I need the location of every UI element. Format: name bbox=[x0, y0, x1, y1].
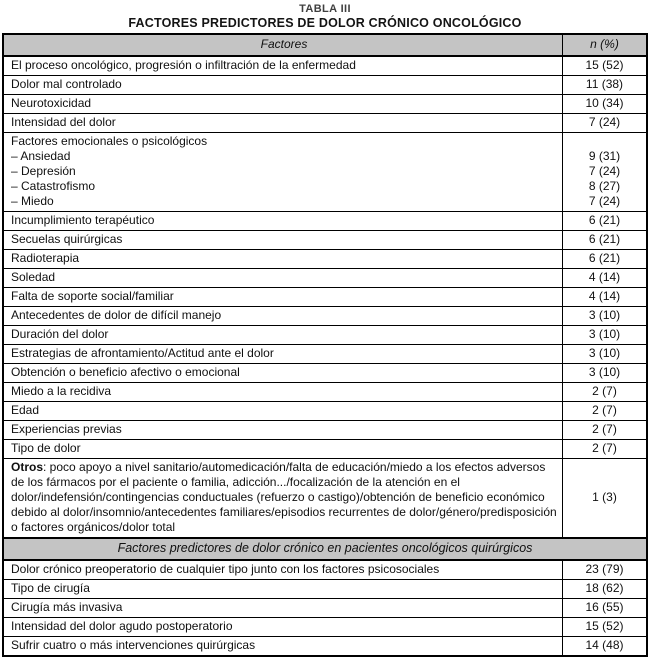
group-value-cell bbox=[562, 133, 646, 211]
otros-value: 1 (3) bbox=[562, 459, 646, 537]
table-row bbox=[4, 75, 646, 94]
otros-row bbox=[4, 458, 646, 537]
predictors-table bbox=[2, 33, 648, 657]
table-row bbox=[4, 211, 646, 230]
table-row bbox=[4, 230, 646, 249]
factor-value: 4 (14) bbox=[562, 269, 646, 287]
group-title: Factores emocionales o psicológicos bbox=[11, 134, 208, 148]
column-header-n-pct: n (%) bbox=[562, 35, 646, 55]
table-row bbox=[4, 598, 646, 617]
table-row bbox=[4, 401, 646, 420]
table-row bbox=[4, 94, 646, 113]
factor-label: Secuelas quirúrgicas bbox=[11, 232, 123, 246]
factor-label: Duración del dolor bbox=[11, 327, 109, 341]
factor-value: 2 (7) bbox=[562, 383, 646, 401]
factor-value: 4 (14) bbox=[562, 288, 646, 306]
factor-value: 18 (62) bbox=[562, 580, 646, 598]
factor-value: 3 (10) bbox=[562, 345, 646, 363]
section-divider-row bbox=[4, 537, 646, 560]
table-row bbox=[4, 113, 646, 132]
factor-value: 10 (34) bbox=[562, 95, 646, 113]
factor-label: Cirugía más invasiva bbox=[11, 600, 123, 614]
otros-label bbox=[4, 459, 562, 537]
factor-value: 16 (55) bbox=[562, 599, 646, 617]
column-header-row bbox=[4, 35, 646, 56]
group-item-value: 9 (31) bbox=[588, 149, 621, 163]
otros-label-text: : poco apoyo a nivel sanitario/automedicación/falta de educación/miedo a los efectos adversos de los fármacos por el paciente o familia, adicción.../focalización de la atención en el dolor/indefensión/contingencias conductuales (refuerzo o castigo)/obtención de beneficio económico debido al dolor/insomnio/antecedentes familiares/episodios recurrentes de dolor/género/predisposición o factores orgánicos/dolor total bbox=[11, 460, 557, 534]
table-row bbox=[4, 579, 646, 598]
factor-value: 14 (48) bbox=[562, 637, 646, 655]
factor-value: 6 (21) bbox=[562, 231, 646, 249]
factor-value: 23 (79) bbox=[562, 561, 646, 579]
factor-label: Antecedentes de dolor de difícil manejo bbox=[11, 308, 222, 322]
factor-label: Soledad bbox=[11, 270, 56, 284]
group-item-label: – Miedo bbox=[11, 194, 54, 208]
factor-value: 7 (24) bbox=[562, 114, 646, 132]
table-body bbox=[4, 56, 646, 655]
otros-label-bold: Otros bbox=[11, 460, 44, 474]
table-row bbox=[4, 268, 646, 287]
table-row bbox=[4, 382, 646, 401]
group-item-label: – Catastrofismo bbox=[11, 179, 96, 193]
factor-value: 15 (52) bbox=[562, 57, 646, 75]
factor-value: 15 (52) bbox=[562, 618, 646, 636]
table-row bbox=[4, 306, 646, 325]
table-row bbox=[4, 325, 646, 344]
group-label-cell bbox=[4, 133, 562, 211]
factor-value: 2 (7) bbox=[562, 402, 646, 420]
group-item-label: – Ansiedad bbox=[11, 149, 71, 163]
factor-label: Dolor mal controlado bbox=[11, 77, 122, 91]
factor-label: Miedo a la recidiva bbox=[11, 384, 112, 398]
factor-label: Incumplimiento terapéutico bbox=[11, 213, 155, 227]
factor-label: Experiencias previas bbox=[11, 422, 122, 436]
group-value-spacer bbox=[568, 134, 641, 149]
table-row bbox=[4, 636, 646, 655]
table-row bbox=[4, 617, 646, 636]
table-row bbox=[4, 560, 646, 579]
factor-label: Radioterapia bbox=[11, 251, 80, 265]
group-item-value: 7 (24) bbox=[588, 194, 621, 208]
factor-value: 2 (7) bbox=[562, 421, 646, 439]
factor-label: Intensidad del dolor bbox=[11, 115, 116, 129]
table-row bbox=[4, 344, 646, 363]
factor-label: Tipo de cirugía bbox=[11, 581, 90, 595]
factor-value: 6 (21) bbox=[562, 250, 646, 268]
factor-value: 6 (21) bbox=[562, 212, 646, 230]
group-item-label: – Depresión bbox=[11, 164, 76, 178]
factor-label: El proceso oncológico, progresión o infiltración de la enfermedad bbox=[11, 58, 356, 72]
table-row bbox=[4, 249, 646, 268]
table-row bbox=[4, 363, 646, 382]
table-number-title: TABLA III bbox=[299, 3, 351, 15]
factor-value: 3 (10) bbox=[562, 364, 646, 382]
factor-value: 2 (7) bbox=[562, 440, 646, 458]
factor-label: Falta de soporte social/familiar bbox=[11, 289, 174, 303]
factor-label: Tipo de dolor bbox=[11, 441, 81, 455]
factor-label: Estrategias de afrontamiento/Actitud ante el dolor bbox=[11, 346, 274, 360]
table-row bbox=[4, 287, 646, 306]
factor-label: Intensidad del dolor agudo postoperatorio bbox=[11, 619, 233, 633]
section-divider-label: Factores predictores de dolor crónico en pacientes oncológicos quirúrgicos bbox=[117, 541, 533, 555]
factor-value: 11 (38) bbox=[562, 76, 646, 94]
table-row bbox=[4, 56, 646, 75]
table-row bbox=[4, 420, 646, 439]
group-item-value: 8 (27) bbox=[588, 179, 621, 193]
factor-label: Obtención o beneficio afectivo o emocional bbox=[11, 365, 240, 379]
factor-value: 3 (10) bbox=[562, 307, 646, 325]
factor-value: 3 (10) bbox=[562, 326, 646, 344]
factor-label: Dolor crónico preoperatorio de cualquier tipo junto con los factores psicosociales bbox=[11, 562, 440, 576]
table-row bbox=[4, 439, 646, 458]
factor-label: Sufrir cuatro o más intervenciones quirúrgicas bbox=[11, 638, 256, 652]
factor-label: Neurotoxicidad bbox=[11, 96, 92, 110]
group-row bbox=[4, 132, 646, 211]
factor-label: Edad bbox=[11, 403, 40, 417]
page-title: FACTORES PREDICTORES DE DOLOR CRÓNICO ONCOLÓGICO bbox=[128, 16, 522, 30]
group-item-value: 7 (24) bbox=[588, 164, 621, 178]
column-header-factors: Factores bbox=[260, 37, 308, 51]
